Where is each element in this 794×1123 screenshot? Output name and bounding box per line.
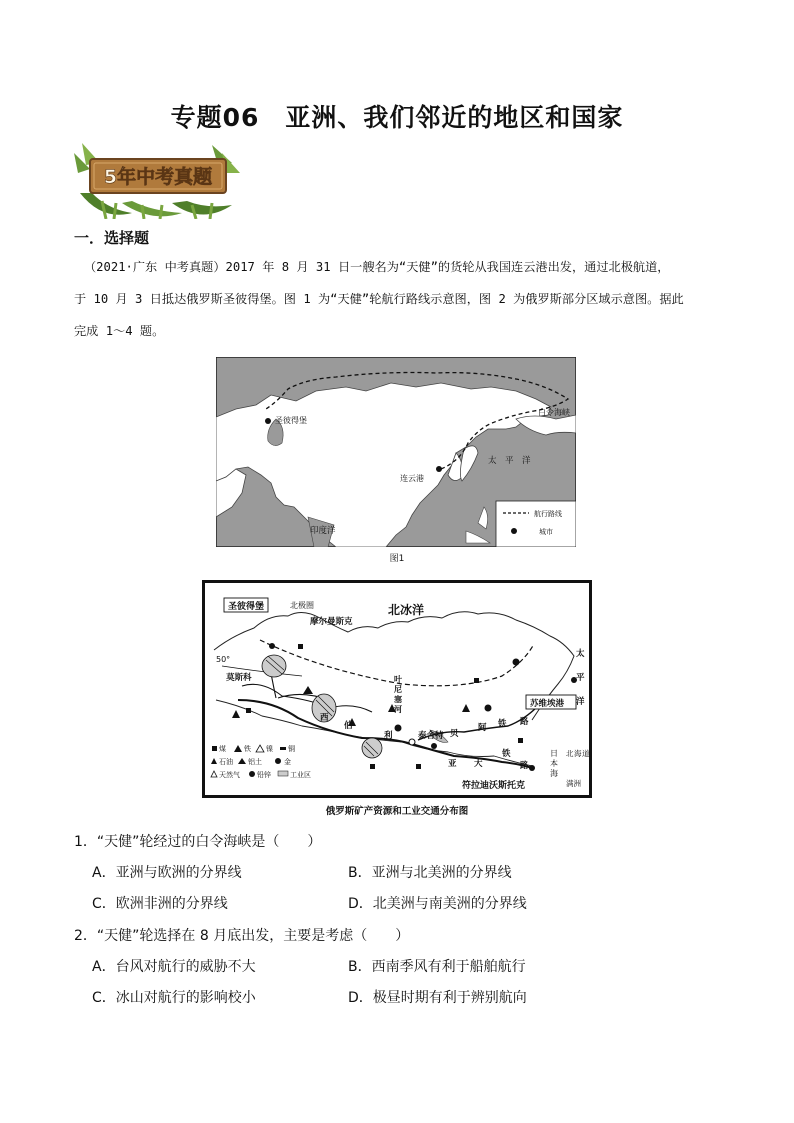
label-japan-sea-3: 海: [550, 769, 558, 778]
label-yenisei-3: 塞: [394, 695, 402, 704]
coal-icon: [474, 678, 479, 683]
section-banner: [72, 143, 242, 219]
coal-icon: [246, 708, 251, 713]
legend-gas: 天然气: [219, 771, 240, 779]
coal-icon: [416, 764, 421, 769]
label-yenisei-2: 尼: [394, 685, 402, 694]
label-siberia-7: 路: [520, 761, 529, 771]
coal-icon: [518, 738, 523, 743]
label-siberia-6: 铁: [502, 749, 511, 759]
figure-1-map: [216, 357, 576, 547]
gold-icon: [513, 659, 520, 666]
intro-line-3: 完成 1～4 题。: [74, 324, 165, 338]
industrial-zone-spb: [262, 655, 286, 677]
question-2-option-a[interactable]: A．台风对航行的威胁不大: [92, 959, 256, 975]
label-siberia-5: 大: [474, 759, 483, 769]
label-yenisei-1: 叶: [394, 675, 402, 684]
question-1-option-d[interactable]: D．北美洲与南美洲的分界线: [348, 896, 527, 912]
question-2-option-d[interactable]: D．极昼时期有利于辨别航向: [348, 990, 527, 1006]
legend-coal: 煤: [219, 745, 226, 753]
figure1-legend: [496, 501, 576, 547]
label-hokkaido-3: 道: [582, 749, 590, 758]
label-moscow: 莫斯科: [226, 673, 252, 683]
question-1-option-c[interactable]: C．欧洲非洲的分界线: [92, 896, 228, 912]
legend-city-icon: [511, 528, 517, 534]
page-title: 专题06 亚洲、我们邻近的地区和国家: [170, 103, 624, 132]
route-map: [216, 357, 576, 547]
label-pacific: 太 平 洋: [488, 456, 531, 466]
figure-2-map: [202, 580, 592, 798]
label-yenisei-4: 河: [394, 705, 402, 714]
label-pacific-3: 洋: [576, 697, 585, 707]
legend-industrial-icon: [278, 771, 288, 776]
legend-coal-icon: [212, 746, 217, 751]
label-japan-sea-1: 日: [550, 749, 558, 758]
question-2-option-b[interactable]: B．西南季风有利于船舶航行: [348, 959, 526, 975]
legend-city-label: 城市: [539, 528, 553, 536]
label-indian: 印度洋: [310, 526, 336, 536]
question-2-option-c[interactable]: C．冰山对航行的影响校小: [92, 990, 256, 1006]
question-1-stem: 1．“天健”轮经过的白令海峡是（ ）: [74, 834, 322, 850]
label-hokkaido-1: 北: [566, 749, 574, 758]
vladivostok-city-icon: [529, 765, 535, 771]
label-pacific-1: 太: [576, 649, 585, 659]
legend-gold: 金: [284, 758, 291, 766]
spb-city-icon: [265, 418, 271, 424]
gold-icon: [395, 725, 402, 732]
label-siberia-1: 西: [320, 713, 329, 723]
taishet-city-icon: [409, 739, 415, 745]
gold-icon: [485, 705, 492, 712]
legend-iron: 铁: [244, 745, 251, 753]
label-japan-sea-2: 本: [550, 759, 558, 768]
label-siberia-4: 亚: [448, 759, 457, 769]
legend-industrial: 工业区: [290, 771, 311, 779]
legend-leadzinc: 铅锌: [257, 771, 271, 779]
banner-graphic: [72, 143, 242, 219]
label-bam-1: 贝: [450, 729, 459, 739]
label-vladivostok: 符拉迪沃斯托克: [462, 781, 526, 791]
legend-route-label: 航行路线: [534, 510, 562, 518]
label-taishet: 泰舍特: [418, 731, 444, 741]
label-sovgavan: 苏维埃港: [530, 699, 565, 709]
label-siberia-3: 利: [384, 731, 393, 741]
intro-line-2: 于 10 月 3 日抵达俄罗斯圣彼得堡。图 1 为“天健”轮航行路线示意图，图 2 为俄罗斯部分区域示意图。据此: [74, 292, 684, 306]
legend-aluminum: 铝土: [248, 758, 262, 766]
coal-icon: [370, 764, 375, 769]
label-lat50: 50°: [216, 655, 231, 664]
legend-nickel: 镍: [266, 745, 273, 753]
label-manchuria: 满洲: [566, 779, 581, 788]
question-2-stem: 2．“天健”轮选择在 8 月底出发，主要是考虑（ ）: [74, 928, 410, 944]
label-murmansk: 摩尔曼斯克: [310, 617, 353, 627]
legend-copper-icon: [280, 747, 286, 750]
label-siberia-2: 伯: [344, 721, 353, 731]
label-pacific-2: 平: [576, 673, 585, 683]
section-heading: 一．选择题: [74, 229, 150, 247]
label-bering: 白令海峡: [538, 408, 570, 417]
label-arctic-ocean: 北冰洋: [388, 603, 425, 617]
murmansk-city-icon: [269, 643, 275, 649]
gold-icon: [431, 743, 437, 749]
legend-gold-icon: [275, 758, 281, 764]
legend-leadzinc-icon: [249, 771, 255, 777]
label-bam-4: 路: [520, 717, 529, 727]
figure-2-caption: 俄罗斯矿产资源和工业交通分布图: [325, 806, 469, 817]
label-arctic-circle: 北极圈: [290, 601, 314, 610]
label-spb: 圣彼得堡: [275, 416, 307, 425]
banner-text: 5年中考真题: [103, 166, 213, 188]
question-1-option-a[interactable]: A．亚洲与欧洲的分界线: [92, 865, 242, 881]
lyg-city-icon: [436, 466, 442, 472]
russia-resource-map: [202, 580, 592, 798]
figure2-legend: [208, 740, 312, 790]
legend-copper: 铜: [288, 745, 295, 753]
label-lyg: 连云港: [400, 474, 424, 483]
label-hokkaido-2: 海: [574, 749, 582, 758]
label-spb: 圣彼得堡: [228, 602, 265, 612]
figure-1-caption: 图1: [389, 554, 405, 564]
copper-icon: [298, 644, 303, 649]
legend-oil: 石油: [219, 758, 233, 766]
label-bam-3: 铁: [498, 719, 507, 729]
label-bam-2: 阿: [478, 723, 487, 733]
question-1-option-b[interactable]: B．亚洲与北美洲的分界线: [348, 865, 512, 881]
intro-line-1: （2021·广东 中考真题）2017 年 8 月 31 日一艘名为“天健”的货轮从我国连云港出发，通过北极航道，: [84, 260, 670, 274]
